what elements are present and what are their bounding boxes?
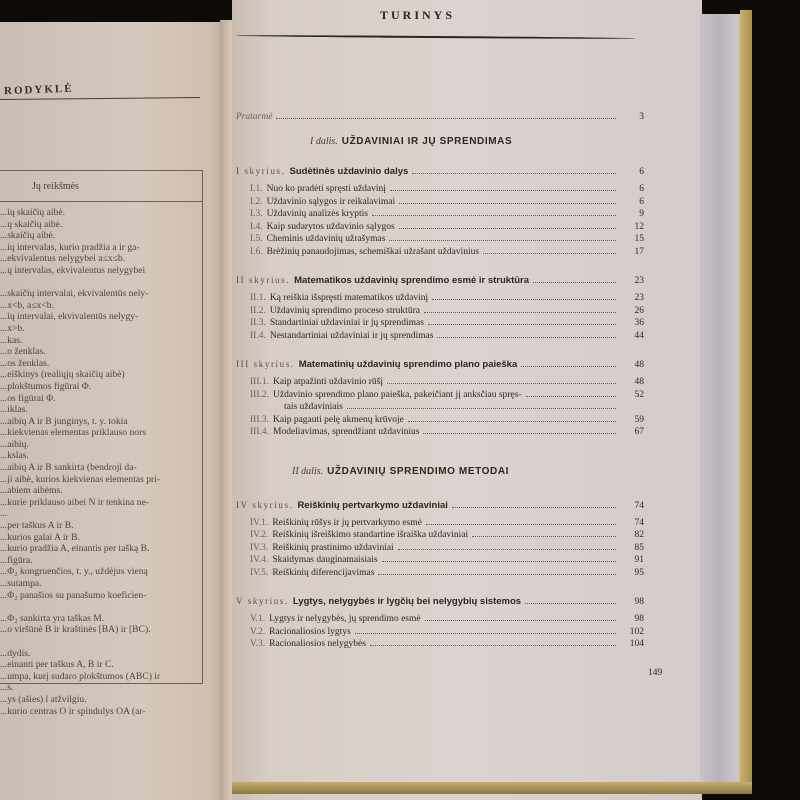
dot-leader [533, 281, 616, 283]
page-number: 23 [634, 293, 644, 303]
dot-leader [424, 311, 616, 313]
symbol-line: ...x<b, a≤x<b. [0, 299, 54, 311]
page-number: 48 [634, 360, 644, 370]
page-number: 95 [634, 567, 644, 578]
symbols-list [0, 207, 200, 717]
toc-entry-label: III.3. Kaip pagauti pelę akmenų krūvoje [250, 414, 404, 425]
symbol-line: ...ių intervalai, ekvivalentūs nelygy- [0, 311, 139, 323]
dot-leader [398, 548, 616, 550]
dot-leader [399, 227, 616, 229]
dot-leader [378, 573, 616, 575]
toc-entry-label: I.3. Uždavinių analizės kryptis [250, 209, 368, 219]
symbol-line: ...iklas. [0, 404, 28, 416]
page-number: 98 [634, 614, 644, 624]
toc-chapter-row [236, 359, 644, 370]
symbol-line: ...aibių A ir B junginys, t. y. tokia [0, 415, 128, 427]
page-number: 9 [639, 209, 644, 219]
symbol-line: ...ų intervalas, ekvivalentus nelygybei [0, 264, 146, 276]
dot-leader [382, 560, 616, 562]
toc-entry-label: I.4. Kaip sudarytos uždavinio sąlygos [250, 221, 395, 232]
toc-entry-row [250, 518, 644, 528]
toc-entry-label: I skyrius. Sudėtinės uždavinio dalys [236, 166, 409, 177]
toc-entry-label: III.1. Kaip atpažinti uždavinio rūšį [250, 377, 384, 387]
symbol-line: ...kurie priklauso aibei N ir tenkina ne- [0, 496, 149, 508]
toc-entry-label: I.5. Cheminis uždavinių užrašymas [250, 234, 386, 244]
dot-leader [425, 619, 616, 621]
symbol-line: ...kurio centras O ir spindulys OA (ar- [0, 705, 146, 717]
symbol-line: ...umpa, kurį sudaro plokštumos (ABC) ir [0, 670, 161, 682]
symbol-line: ...kurios galai A ir B. [0, 531, 80, 543]
toc-entry-row [250, 555, 644, 565]
toc-entry-label: V.2. Racionaliosios lygtys [250, 626, 351, 637]
symbols-table-title: Jų reikšmės [32, 181, 79, 192]
page-number: 82 [634, 530, 644, 540]
toc-chapter-row [236, 596, 644, 607]
toc-entry-row [250, 543, 644, 553]
toc-title: TURINYS [380, 8, 456, 22]
dot-leader [276, 117, 616, 119]
dot-leader [521, 365, 616, 367]
toc-entry-label: II.3. Standartiniai uždaviniai ir jų sprendimas [250, 318, 424, 328]
toc-entry-label: IV.1. Reiškinių rūšys ir jų pertvarkymo esmė [250, 517, 422, 528]
toc-entry-label: I.1. Nuo ko pradėti spręsti uždavinį [250, 184, 386, 194]
symbol-line: ...ių skaičių aibė. [0, 207, 66, 218]
dot-leader [452, 506, 616, 508]
toc-entry-label: V.3. Racionaliosios nelygybės [250, 639, 366, 649]
dot-leader [390, 189, 616, 191]
toc-entry-row [250, 614, 644, 624]
symbol-line: ...skaičių intervalai, ekvivalentūs nely- [0, 288, 149, 300]
symbol-line: ...Φ₂ kongruenčios, t. y., uždėjus vieną [0, 566, 148, 578]
part-prefix: I dalis. [310, 136, 338, 147]
symbol-line: ...Φ₂ sankirta yra taškas M. [0, 612, 105, 624]
toc-part-heading [292, 466, 509, 477]
dot-leader [387, 382, 616, 384]
toc-entry-label: V skyrius. Lygtys, nelygybės ir lygčių bei nelygybių sistemos [236, 596, 522, 607]
symbol-line: ...ys (ašies) l atžvilgiu. [0, 693, 87, 705]
dot-leader [355, 632, 616, 634]
page-number: 91 [634, 555, 644, 565]
toc-entry-label: IV.2. Reiškinių išreiškimo standartine išraiška uždaviniai [250, 530, 469, 540]
part-prefix: II dalis. [292, 465, 324, 477]
page-number: 104 [629, 639, 644, 649]
header-rule [0, 97, 200, 100]
symbol-line: ...eiškinys (realiųjų skaičių aibė) [0, 369, 125, 381]
page-number: 98 [634, 597, 644, 607]
page-number: 44 [634, 330, 644, 341]
toc-entry-row [250, 390, 644, 400]
dot-leader [483, 252, 616, 254]
symbol-line: ...Φ₂ panašios su panašumo koeficien- [0, 589, 147, 601]
toc-entry-row [250, 209, 644, 219]
book-cover-edge [740, 10, 752, 790]
page-number: 36 [634, 318, 644, 328]
stray-page-number: 149 [648, 667, 663, 678]
symbol-line: ...kiekvienas elementas priklauso nors [0, 427, 147, 439]
symbol-line: ...sutampa. [0, 578, 42, 589]
symbol-line: ...os figūrai Φ. [0, 392, 56, 404]
toc-entry-row [250, 627, 644, 637]
symbol-line: ...x>b. [0, 322, 25, 334]
symbol-line [0, 601, 200, 613]
dot-leader [526, 395, 616, 397]
left-page-header: RODYKLĖ [3, 82, 74, 98]
page-number: 23 [634, 276, 644, 286]
dot-leader [437, 336, 616, 338]
toc-entry-row [250, 293, 644, 303]
dot-leader [408, 420, 616, 422]
toc-part-heading [310, 136, 512, 147]
symbol-line: ...figūra. [0, 554, 33, 566]
toc-entry-label: IV.4. Skaidymas dauginamaisiais [250, 555, 378, 565]
page-number: 74 [634, 517, 644, 528]
symbol-line: ...skaičių aibė. [0, 230, 56, 242]
page-number: 3 [639, 112, 644, 122]
left-page [0, 22, 232, 800]
toc-entry-label: V.1. Lygtys ir nelygybės, jų sprendimo esmė [250, 614, 421, 624]
toc-entry-row [250, 222, 644, 232]
dot-leader [372, 214, 616, 216]
toc-entry-row [250, 318, 644, 328]
toc-entry-row [250, 415, 644, 425]
dot-leader [412, 172, 616, 174]
toc-entry-row [250, 306, 644, 316]
toc-entry-row [250, 331, 644, 341]
page-number: 85 [634, 542, 644, 553]
toc-chapter-row [236, 275, 644, 286]
symbol-line: ...os ženklas. [0, 357, 50, 369]
toc-entry-row [250, 427, 644, 437]
dot-leader [525, 602, 616, 604]
dot-leader [389, 239, 616, 241]
toc-entry-row [250, 247, 644, 257]
toc-chapter-row [236, 500, 644, 511]
symbol-line: ...per taškus A ir B. [0, 520, 74, 532]
symbol-line: ...kurio pradžia A, einantis per tašką B. [0, 543, 150, 555]
toc-entry-label: II.1. Ką reiškia išspręsti matematikos uždavinį [250, 293, 429, 303]
toc-entry-label: II skyrius. Matematikos uždavinių sprendimo esmė ir struktūra [236, 275, 530, 286]
toc-entry-row [250, 234, 644, 244]
dot-leader [347, 407, 616, 409]
symbol-line: ...aibių. [0, 438, 29, 450]
symbol-line: ... [0, 508, 8, 520]
symbol-line: ...plokštumos figūrai Φ. [0, 380, 92, 392]
toc-entry-label: IV.3. Reiškinių prastinimo uždaviniai [250, 542, 394, 553]
book-bottom-edge [232, 782, 752, 794]
symbol-line: ...o ženklas. [0, 346, 46, 358]
page-number: 74 [634, 500, 644, 511]
symbol-line: ...ų skaičių aibė. [0, 218, 63, 230]
page-number: 6 [639, 167, 644, 177]
symbol-line: ...ekvivalentus nelygybei a≤x≤b. [0, 253, 126, 265]
page-number: 12 [634, 221, 644, 232]
toc-entry-label: I.2. Uždavinio sąlygos ir reikalavimai [250, 196, 396, 207]
part-title: UŽDAVINIAI IR JŲ SPRENDIMAS [341, 136, 513, 147]
toc-entry-label: III.4. Modeliavimas, sprendžiant uždavinius [250, 427, 420, 437]
page-number: 17 [634, 246, 644, 257]
page-number: 15 [634, 234, 644, 244]
dot-leader [370, 644, 616, 646]
toc-entry-row [250, 184, 644, 194]
page-number: 6 [639, 196, 644, 207]
dot-leader [399, 202, 616, 204]
page-number: 67 [634, 427, 644, 437]
dot-leader [472, 535, 616, 537]
symbol-line: ...aibių A ir B sankirta (bendroji da- [0, 462, 137, 474]
symbol-line: ...ji aibė, kurios kiekvienas elementas pri- [0, 473, 161, 485]
toc-entry-label: Pratarmė [236, 112, 273, 122]
toc-entry-label: IV.5. Reiškinių diferencijavimas [250, 567, 375, 578]
symbol-line: ...ių intervalas, kurio pradžia a ir ga- [0, 241, 140, 253]
page-number: 59 [634, 414, 644, 425]
page-number: 52 [634, 389, 644, 400]
toc-entry-row [250, 639, 644, 649]
toc-entry-row [236, 112, 644, 122]
dot-leader [423, 432, 616, 434]
page-number: 26 [634, 305, 644, 316]
symbol-line [0, 277, 200, 289]
symbol-line: ...kas. [0, 334, 23, 346]
symbol-line: ...abiem aibėms. [0, 485, 63, 497]
toc-entry-label: tais uždaviniais [284, 402, 343, 412]
toc-entry-label: I.6. Brėžinių panaudojimas, schemiškai užrašant uždavinius [250, 246, 480, 257]
toc-entry-label: II.2. Uždavinių sprendimo proceso struktūra [250, 305, 420, 316]
part-title: UŽDAVINIŲ SPRENDIMO METODAI [327, 465, 510, 477]
symbol-line [0, 636, 200, 648]
symbol-line: ...s. [0, 682, 14, 694]
toc-entry-label: III skyrius. Matematinių uždavinių sprendimo plano paieška [236, 359, 518, 370]
symbol-line: ...kslas. [0, 450, 29, 462]
toc-entry-label: II.4. Nestandartiniai uždaviniai ir jų sprendimas [250, 330, 434, 341]
dot-leader [426, 523, 616, 525]
toc-chapter-row [236, 166, 644, 177]
dot-leader [432, 298, 616, 300]
toc-entry-row [250, 377, 644, 387]
page-number: 102 [629, 626, 644, 637]
toc-entry-row [250, 530, 644, 540]
page-number: 6 [639, 184, 644, 194]
toc-entry-label: IV skyrius. Reiškinių pertvarkymo uždaviniai [236, 499, 448, 511]
page-number: 48 [634, 377, 644, 387]
symbols-table [0, 170, 203, 717]
table-rule [0, 201, 202, 202]
dot-leader [428, 323, 616, 325]
symbol-line: ...dydis. [0, 647, 31, 659]
toc-entry-row [250, 197, 644, 207]
symbol-line: ...einanti per taškus A, B ir C. [0, 659, 114, 671]
toc-entry-label: III.2. Uždavinio sprendimo plano paieška, pakeičiant jį anksčiau spręs- [250, 389, 522, 400]
toc-entry-row [250, 568, 644, 578]
toc-entry-continuation [284, 402, 644, 412]
symbol-line: ...o viršūnė B ir kraštinės [BA) ir [BC). [0, 624, 151, 636]
